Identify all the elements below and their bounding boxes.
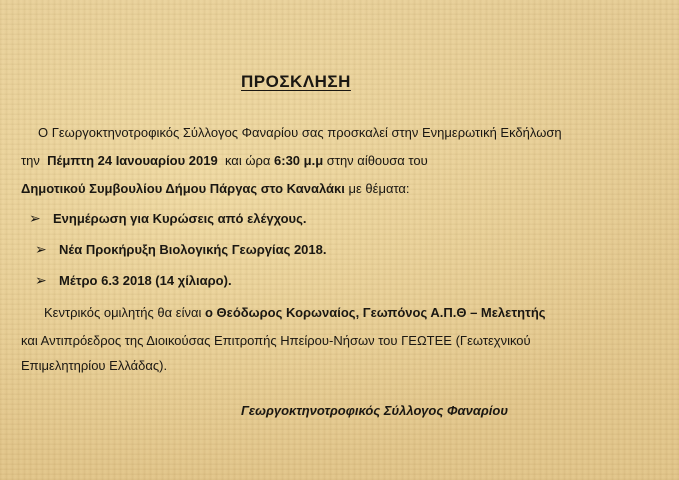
intro-line-2-post: στην αίθουσα του (326, 153, 428, 168)
topic-text: Μέτρο 6.3 2018 (14 χίλιαρο). (59, 273, 232, 288)
speaker-line-3: Επιμελητηρίου Ελλάδας). (21, 358, 168, 373)
event-time: 6:30 μ.μ (274, 153, 324, 168)
intro-line-2 (21, 153, 428, 169)
event-date: Πέμπτη 24 Ιανουαρίου 2019 (47, 153, 218, 168)
topic-item (29, 210, 307, 227)
speaker-line-1 (44, 305, 546, 321)
arrow-bullet-icon: ➢ (35, 241, 47, 257)
speaker-intro: Κεντρικός ομιλητής θα είναι (44, 305, 202, 320)
speaker-name: ο Θεόδωρος Κορωναίος, Γεωπόνος Α.Π.Θ – Μελετητής (204, 305, 546, 320)
intro-line-3-post: με θέματα: (348, 181, 410, 196)
intro-line-2-pre: την (21, 153, 40, 168)
arrow-bullet-icon: ➢ (29, 210, 41, 226)
topic-item (35, 272, 232, 289)
intro-line-2-mid: και ώρα (224, 153, 271, 168)
topic-item (35, 241, 326, 258)
document-title: ΠΡΟΣΚΛΗΣΗ (241, 72, 351, 91)
signature: Γεωργοκτηνοτροφικός Σύλλογος Φαναρίου (241, 403, 509, 418)
speaker-line-2: και Αντιπρόεδρος της Διοικούσας Επιτροπής Ηπείρου-Νήσων του ΓΕΩΤΕΕ (Γεωτεχνικού (21, 333, 531, 348)
intro-line-1: Ο Γεωργοκτηνοτροφικός Σύλλογος Φαναρίου σας προσκαλεί στην Ενημερωτική Εκδήλωση (38, 125, 562, 140)
event-venue: Δημοτικού Συμβουλίου Δήμου Πάργας στο Καναλάκι (21, 181, 345, 196)
intro-line-3 (21, 181, 410, 197)
topic-text: Ενημέρωση για Κυρώσεις από ελέγχους. (53, 211, 307, 226)
arrow-bullet-icon: ➢ (35, 272, 47, 288)
topic-text: Νέα Προκήρυξη Βιολογικής Γεωργίας 2018. (59, 242, 327, 257)
